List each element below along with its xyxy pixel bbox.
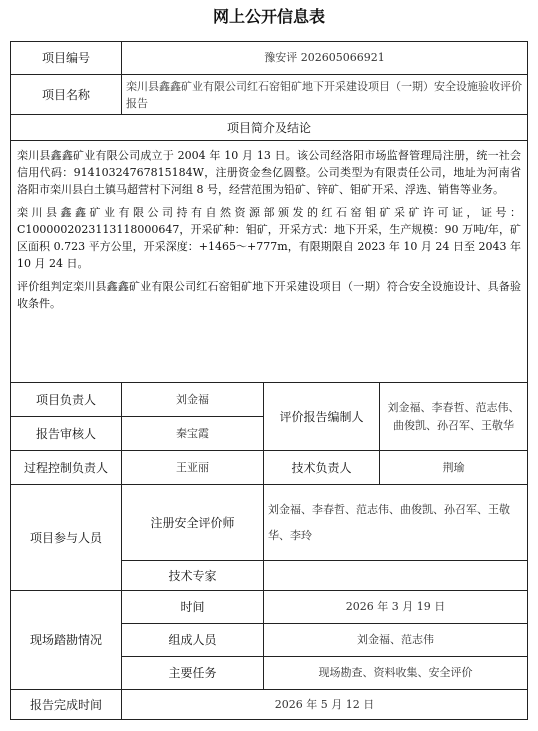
site-survey-label: 现场踏勘情况 bbox=[11, 591, 122, 690]
process-leader-label: 过程控制负责人 bbox=[11, 451, 122, 485]
survey-tasks-value: 现场勘查、资料收集、安全评价 bbox=[264, 657, 528, 690]
leader-label: 项目负责人 bbox=[11, 383, 122, 417]
leader-value: 刘金福 bbox=[122, 383, 264, 417]
summary-paragraph-3: 评价组判定栾川县鑫鑫矿业有限公司红石窑钼矿地下开采建设项目（一期）符合安全设施设计、具备验收条件。 bbox=[17, 280, 522, 310]
completion-time-label: 报告完成时间 bbox=[11, 690, 122, 720]
safety-evaluator-value: 刘金福、李春哲、范志伟、曲俊凯、孙召军、王敬华、李玲 bbox=[264, 485, 528, 561]
tech-expert-label: 技术专家 bbox=[122, 561, 264, 591]
survey-time-value: 2026 年 3 月 19 日 bbox=[264, 591, 528, 624]
survey-team-label: 组成人员 bbox=[122, 624, 264, 657]
project-no-label: 项目编号 bbox=[11, 42, 122, 75]
summary-paragraph-1: 栾川县鑫鑫矿业有限公司成立于 2004 年 10 月 13 日。该公司经洛阳市场监督管理局注册，统一社会信用代码：91410324767815184W，注册资金叁亿圆整。公司类型为有限责任公司，地址为河南省洛阳市栾川县白土镇马超营村下河组 8 号，经营范围为铅矿、锌矿、钼矿开采、浮选、销售等业务。 bbox=[17, 149, 522, 196]
process-leader-value: 王亚丽 bbox=[122, 451, 264, 485]
participants-label: 项目参与人员 bbox=[11, 485, 122, 591]
survey-team-value: 刘金福、范志伟 bbox=[264, 624, 528, 657]
report-author-label: 评价报告编制人 bbox=[264, 383, 380, 451]
report-author-value: 刘金福、李春哲、范志伟、曲俊凯、孙召军、王敬华 bbox=[380, 383, 528, 451]
completion-time-value: 2026 年 5 月 12 日 bbox=[122, 690, 528, 720]
reviewer-label: 报告审核人 bbox=[11, 417, 122, 451]
survey-tasks-label: 主要任务 bbox=[122, 657, 264, 690]
summary-paragraph-2: 栾川县鑫鑫矿业有限公司持有自然资源部颁发的红石窑钼矿采矿许可证，证号：C1000002023113118000647，开采矿种：钼矿，开采方式：地下开采，生产规模：90 万吨/年，矿区面积 0.723 平方公里，开采深度：+1465～+777m，有限期限自 2023 年 10 月 24 日至 2043 年 10 月 24 日。 bbox=[17, 206, 522, 270]
project-no-value: 豫安评 202605066921 bbox=[122, 42, 528, 75]
survey-time-label: 时间 bbox=[122, 591, 264, 624]
project-name-value: 栾川县鑫鑫矿业有限公司红石窑钼矿地下开采建设项目（一期）安全设施验收评价报告 bbox=[122, 75, 528, 115]
page-title: 网上公开信息表 bbox=[212, 7, 325, 26]
tech-expert-value bbox=[264, 561, 528, 591]
safety-evaluator-label: 注册安全评价师 bbox=[122, 485, 264, 561]
tech-leader-value: 荆瑜 bbox=[380, 451, 528, 485]
reviewer-value: 秦宝霞 bbox=[122, 417, 264, 451]
project-name-label: 项目名称 bbox=[11, 75, 122, 115]
info-table bbox=[10, 41, 528, 720]
tech-leader-label: 技术负责人 bbox=[264, 451, 380, 485]
summary-text bbox=[11, 141, 528, 383]
summary-heading: 项目简介及结论 bbox=[11, 115, 528, 141]
